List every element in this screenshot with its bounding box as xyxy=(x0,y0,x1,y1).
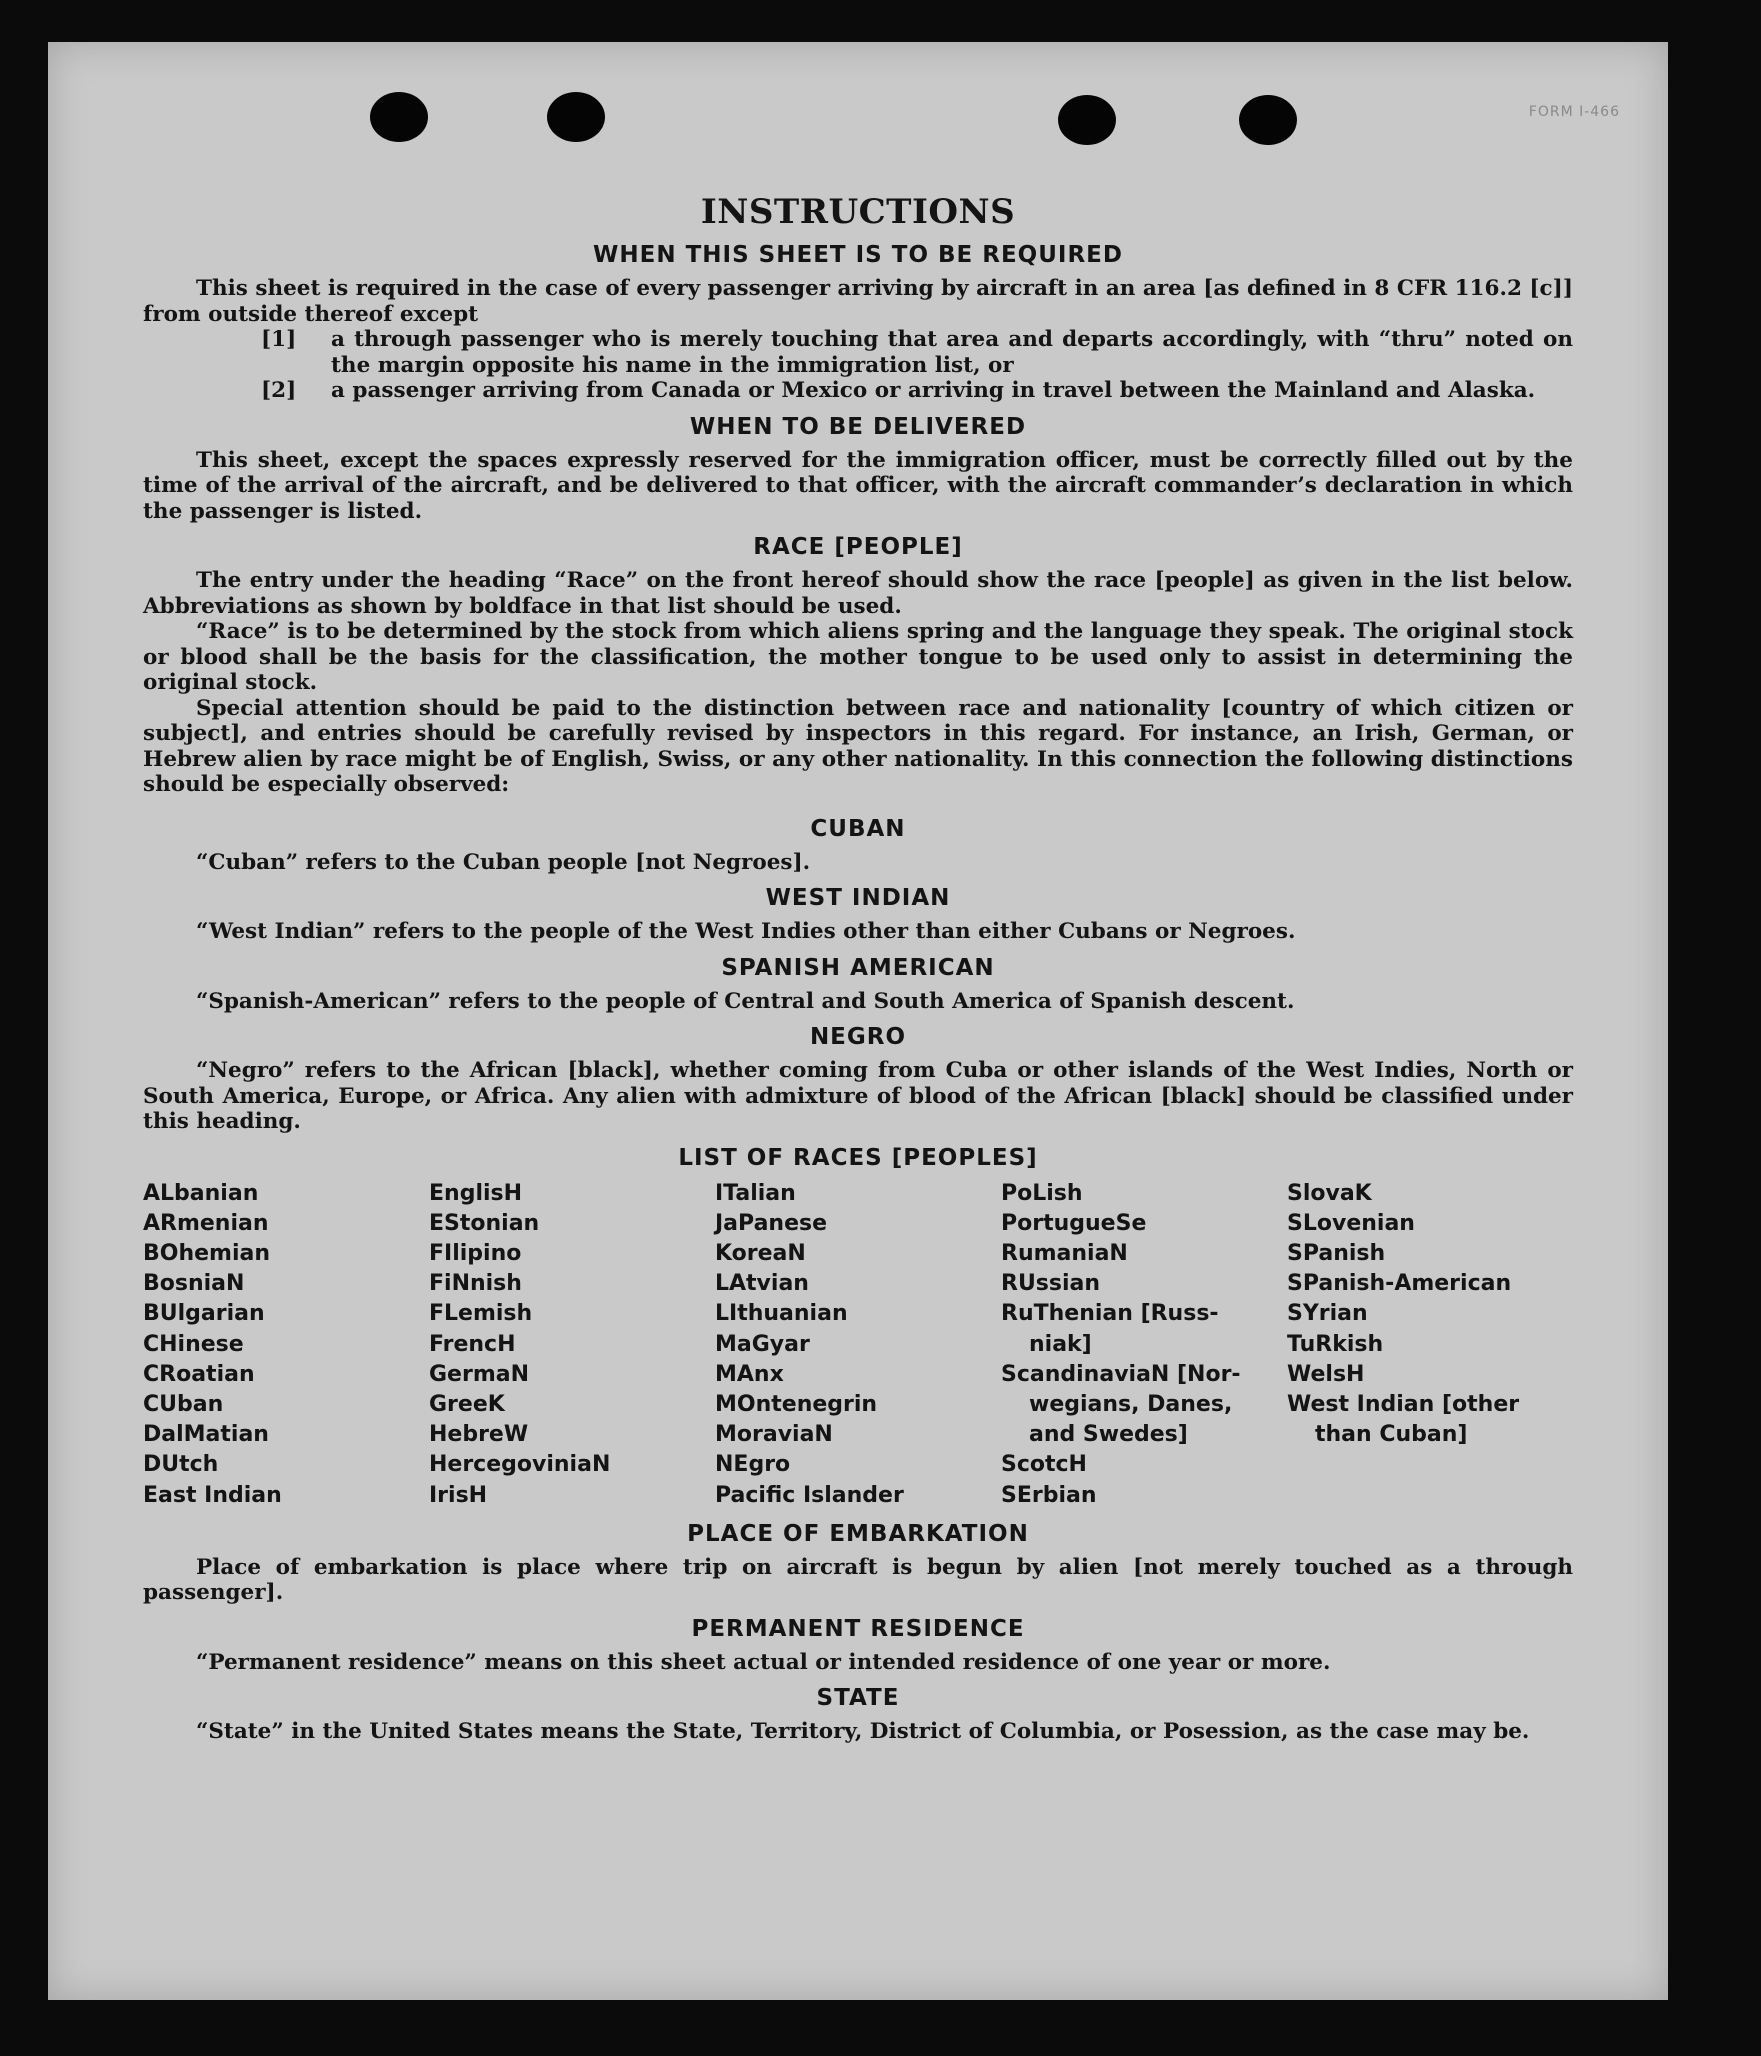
punch-hole xyxy=(547,92,605,142)
punch-hole xyxy=(1239,95,1297,145)
race-entry: GermaN xyxy=(429,1361,530,1387)
heading-permanent-residence: PERMANENT RESIDENCE xyxy=(691,1615,1025,1642)
race-entry: BOhemian xyxy=(143,1240,271,1266)
races-column xyxy=(715,1179,1001,1511)
race-entry: FiNnish xyxy=(429,1271,522,1297)
race-entry: BUlgarian xyxy=(143,1301,265,1327)
when-required-intro: This sheet is required in the case of every passenger arriving by aircraft in an area [as defined in 8 CFR 116.2 [c]] from outside thereof except xyxy=(143,276,1573,327)
race-paragraph: Special attention should be paid to the distinction between race and nationality [country of which citizen or subject], and entries should be carefully revised by inspectors in this regard. For instance, an Irish, German, or Hebrew alien by race might be of English, Swiss, or any other nationality. In this connection the following distinctions should be especially observed: xyxy=(143,695,1573,797)
race-entry: TuRkish xyxy=(1287,1331,1384,1357)
when-delivered-text: This sheet, except the spaces expressly reserved for the immigration officer, must be correctly filled out by the time of the arrival of the aircraft, and be delivered to that officer, with the aircraft commander’s declaration in which the passenger is listed. xyxy=(143,447,1573,524)
race-entry: JaPanese xyxy=(715,1210,828,1236)
race-entry: MOntenegrin xyxy=(715,1391,878,1417)
race-entry: FrencH xyxy=(429,1331,516,1357)
cuban-text: “Cuban” refers to the Cuban people [not Negroes]. xyxy=(196,849,811,875)
race-entry: RUssian xyxy=(1001,1271,1101,1297)
item-number: [2] xyxy=(261,378,297,403)
race-entry: EnglisH xyxy=(429,1180,523,1206)
race-paragraph: The entry under the heading “Race” on the front hereof should show the race [people] as given in the list below. Abbreviations as shown by boldface in that list should be used. xyxy=(143,568,1573,619)
races-column xyxy=(429,1179,715,1511)
race-entry: HercegoviniaN xyxy=(429,1452,611,1478)
heading-west-indian: WEST INDIAN xyxy=(765,885,951,911)
race-entry: MaGyar xyxy=(715,1331,810,1357)
race-entry: SlovaK xyxy=(1287,1180,1372,1206)
race-entry: ScandinaviaN [Nor- xyxy=(1001,1361,1241,1387)
race-entry: East Indian xyxy=(143,1482,282,1508)
form-number: FORM I-466 xyxy=(1528,104,1620,120)
race-entry: KoreaN xyxy=(715,1240,806,1266)
race-entry: GreeK xyxy=(429,1391,505,1417)
west-indian-text: “West Indian” refers to the people of the West Indies other than either Cubans or Negroes. xyxy=(196,919,1296,944)
heading-when-delivered: WHEN TO BE DELIVERED xyxy=(689,413,1027,440)
race-entry: DUtch xyxy=(143,1452,219,1478)
race-entry: SPanish xyxy=(1287,1240,1386,1266)
race-entry: NEgro xyxy=(715,1452,791,1478)
race-entry: FLemish xyxy=(429,1301,533,1327)
race-entry: PoLish xyxy=(1001,1180,1083,1206)
race-entry: LIthuanian xyxy=(715,1301,848,1327)
race-entry: Pacific Islander xyxy=(715,1482,904,1508)
heading-negro: NEGRO xyxy=(809,1024,907,1050)
race-entry: MoraviaN xyxy=(715,1422,833,1448)
race-entry: ALbanian xyxy=(143,1180,259,1206)
race-entry: SErbian xyxy=(1001,1482,1097,1508)
heading-spanish-american: SPANISH AMERICAN xyxy=(721,954,995,981)
race-entry: RumaniaN xyxy=(1001,1240,1128,1266)
negro-text: “Negro” refers to the African [black], whether coming from Cuba or other islands of the West Indies, North or South America, Europe, or Africa. Any alien with admixture of blood of the African [black] should be classified under this heading. xyxy=(143,1058,1573,1134)
race-entry: CRoatian xyxy=(143,1361,255,1387)
race-entry: wegians, Danes, xyxy=(1029,1391,1233,1417)
heading-race: RACE [PEOPLE] xyxy=(753,534,963,560)
race-entry: West Indian [other xyxy=(1287,1391,1520,1417)
item-number: [1] xyxy=(261,327,297,352)
race-entry: ScotcH xyxy=(1001,1452,1087,1478)
exception-item xyxy=(261,327,1573,378)
page-title: INSTRUCTIONS xyxy=(700,192,1016,232)
race-entry: FIlipino xyxy=(429,1240,522,1266)
race-entry: and Swedes] xyxy=(1029,1422,1188,1448)
instructions-content xyxy=(143,192,1573,1745)
document-page xyxy=(48,42,1668,2000)
state-text: “State” in the United States means the State, Territory, District of Columbia, or Posession, as the case may be. xyxy=(196,1719,1530,1745)
race-entry: SLovenian xyxy=(1287,1210,1415,1236)
race-entry: PortugueSe xyxy=(1001,1210,1147,1236)
races-list xyxy=(143,1179,1573,1511)
heading-when-required: WHEN THIS SHEET IS TO BE REQUIRED xyxy=(593,242,1123,268)
race-entry: MAnx xyxy=(715,1361,784,1387)
race-entry: niak] xyxy=(1029,1331,1092,1357)
heading-cuban: CUBAN xyxy=(810,815,906,842)
races-column xyxy=(1287,1179,1573,1511)
race-paragraph: “Race” is to be determined by the stock from which aliens spring and the language they speak. The original stock or blood shall be the basis for the classification, the mother tongue to be used only to assist in determining the original stock. xyxy=(143,619,1573,695)
punch-hole xyxy=(370,92,428,142)
heading-state: STATE xyxy=(816,1685,900,1712)
item-text: a passenger arriving from Canada or Mexico or arriving in travel between the Mainland and Alaska. xyxy=(331,378,1536,403)
race-entry: BosniaN xyxy=(143,1271,245,1297)
race-entry: ITalian xyxy=(715,1180,796,1206)
race-entry: EStonian xyxy=(429,1210,540,1236)
race-entry: RuThenian [Russ- xyxy=(1001,1301,1219,1327)
punch-hole xyxy=(1058,95,1116,145)
race-entry: HebreW xyxy=(429,1422,529,1448)
race-entry: than Cuban] xyxy=(1315,1422,1468,1448)
race-entry: ARmenian xyxy=(143,1210,269,1236)
race-entry: LAtvian xyxy=(715,1271,809,1297)
heading-list-of-races: LIST OF RACES [PEOPLES] xyxy=(678,1144,1038,1171)
race-entry: WelsH xyxy=(1287,1361,1365,1387)
race-entry: IrisH xyxy=(429,1482,488,1508)
spanish-american-text: “Spanish-American” refers to the people of Central and South America of Spanish descent. xyxy=(196,988,1295,1014)
heading-embarkation: PLACE OF EMBARKATION xyxy=(687,1520,1029,1547)
race-entry: DalMatian xyxy=(143,1422,269,1448)
races-column xyxy=(1001,1179,1287,1511)
residence-text: “Permanent residence” means on this sheet actual or intended residence of one year or more. xyxy=(196,1649,1331,1675)
race-entry: SPanish-American xyxy=(1287,1271,1512,1297)
exception-item xyxy=(261,378,1573,404)
item-text: a through passenger who is merely touching that area and departs accordingly, with “thru” noted on the margin opposite his name in the immigration list, or xyxy=(331,327,1573,378)
race-entry: CHinese xyxy=(143,1331,244,1357)
race-entry: CUban xyxy=(143,1391,224,1417)
embarkation-text: Place of embarkation is place where trip on aircraft is begun by alien [not merely touched as a through passenger]. xyxy=(143,1554,1573,1606)
race-entry: SYrian xyxy=(1287,1301,1368,1327)
races-column xyxy=(143,1179,429,1511)
